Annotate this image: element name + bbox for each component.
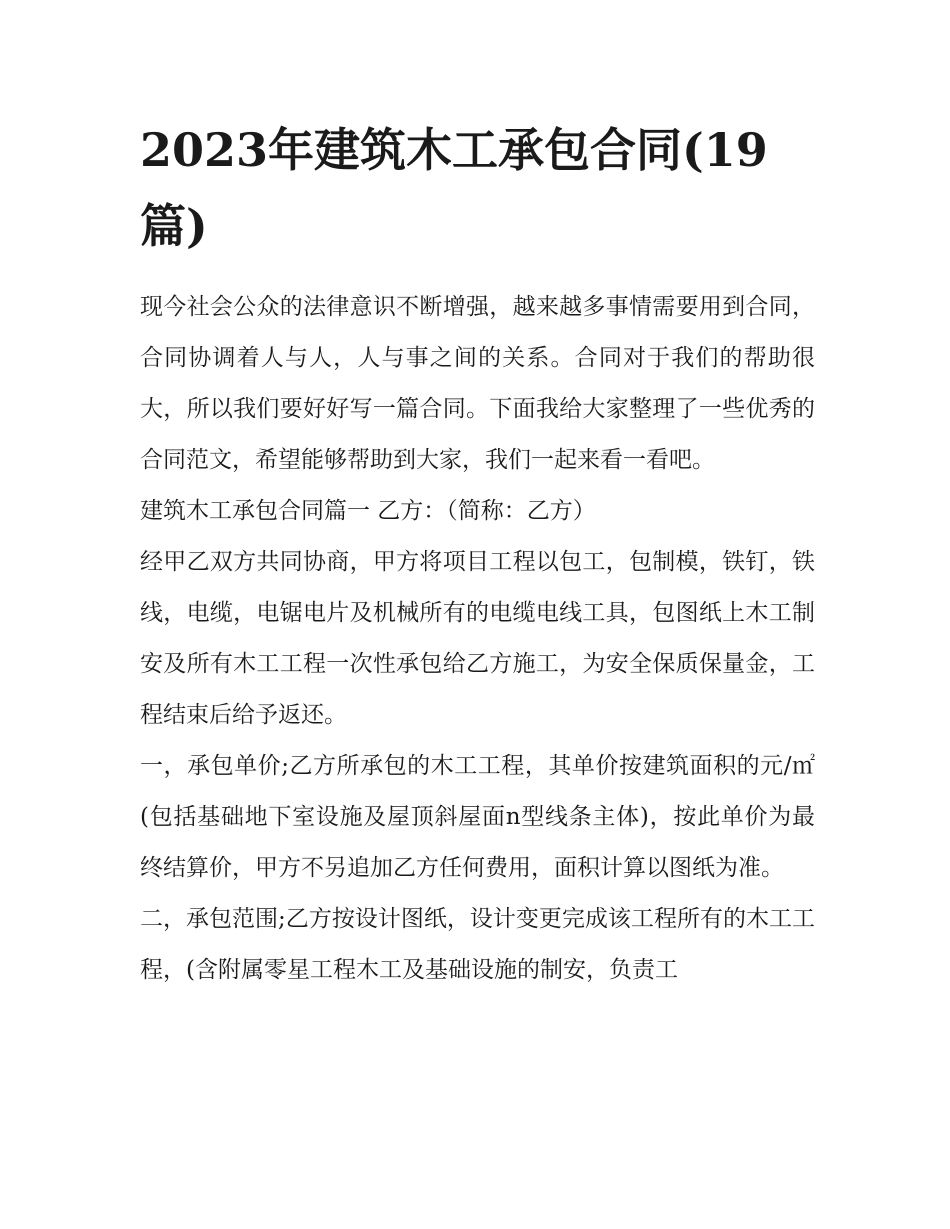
- paragraph-contract-heading: 建筑木工承包合同篇一 乙方：（简称：乙方）: [140, 498, 596, 524]
- paragraph-agreement: 经甲乙双方共同协商，甲方将项目工程以包工，包制模，铁钉，铁线，电缆，电锯电片及机械所有的电缆电线工具，包图纸上木工制安及所有木工工程一次性承包给乙方施工，为安全保质保量金，工程结束后给予返还。: [140, 549, 815, 728]
- paragraph-clause-one: 一，承包单价;乙方所承包的木工工程，其单价按建筑面积的元/㎡(包括基础地下室设施及屋顶斜屋面n型线条主体)，按此单价为最终结算价，甲方不另追加乙方任何费用，面积计算以图纸为准。: [140, 753, 815, 881]
- document-page: [140, 112, 815, 996]
- document-title: 2023年建筑木工承包合同(19篇): [140, 123, 768, 253]
- paragraph-clause-two: 二，承包范围;乙方按设计图纸，设计变更完成该工程所有的木工工程，(含附属零星工程木工及基础设施的制安，负责工: [140, 906, 815, 983]
- paragraph-intro: 现今社会公众的法律意识不断增强，越来越多事情需要用到合同，合同协调着人与人，人与事之间的关系。合同对于我们的帮助很大，所以我们要好好写一篇合同。下面我给大家整理了一些优秀的合同范文，希望能够帮助到大家，我们一起来看一看吧。: [140, 294, 815, 473]
